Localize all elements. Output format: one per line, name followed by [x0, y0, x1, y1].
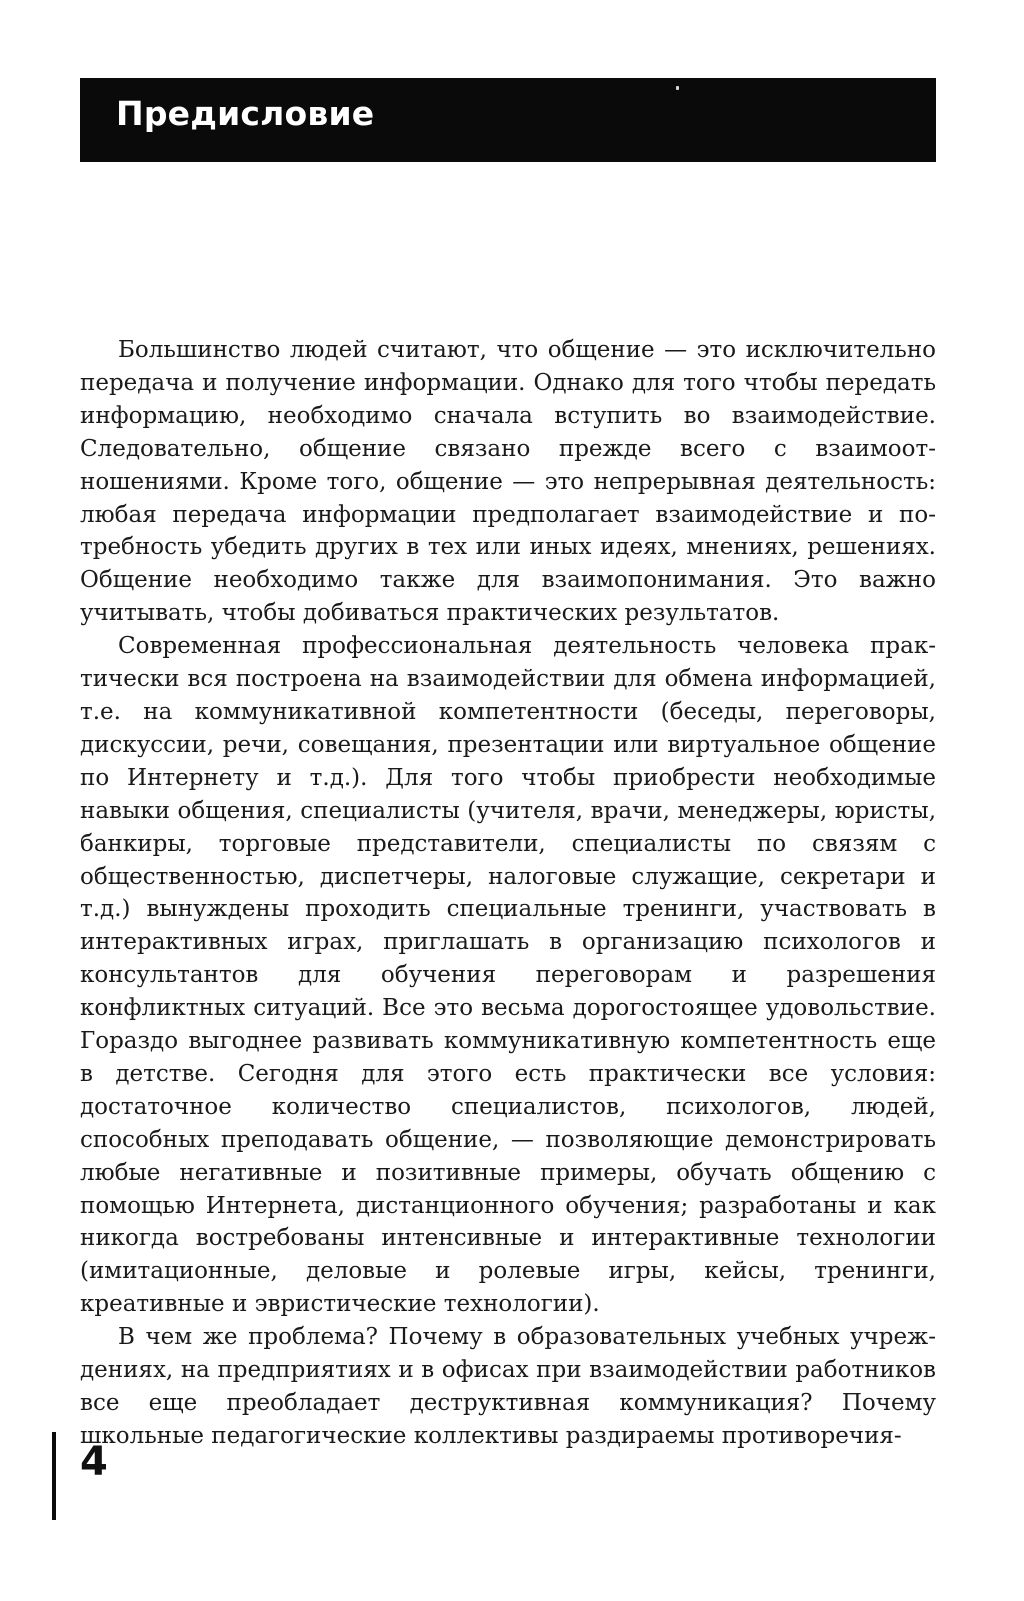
paragraph-2: Современная профессиональная деятельность человека практически вся построена на взаимодействии для обмена информацией, т.е. на коммуникативной компетентности (беседы, переговоры, дискуссии, речи, совещания, презентации или виртуальное общение по Интернету и т.д.). Для того чтобы приобрести необходимые навыки общения, специалисты (учителя, врачи, менеджеры, юристы, банкиры, торговые представители, специалисты по связям с общественностью, диспетчеры, налоговые служащие, секретари и т.д.) вынуждены проходить специальные тренинги, участвовать в интерактивных играх, приглашать в организацию психологов и консультантов для обучения переговорам и разрешения конфликтных ситуаций. Все это весьма дорогостоящее удовольствие. Гораздо выгоднее развивать коммуникативную компетентность еще в детстве. Сегодня для этого есть практически все условия: достаточное количество специалистов, психологов, людей, способных преподавать общение, — позволяющие демонстрировать любые негативные и позитивные примеры, обучать общению с помощью Интернета, дистанционного обучения; разработаны и как никогда востребованы интенсивные и интерактивные технологии (имитационные, деловые и ролевые игры, кейсы, тренинги, креативные и эвристические технологии).: [80, 633, 936, 1318]
chapter-title: Предисловие: [116, 94, 375, 133]
body-text: [80, 334, 936, 1453]
paragraph-1: Большинство людей считают, что общение — это исключительно передача и получение информации. Однако для того чтобы передать информацию, необходимо сначала вступить во взаимодействие. Следовательно, общение связано прежде всего с взаимоотношениями. Кроме того, общение — это непрерывная деятельность: любая передача информации предполагает взаимодействие и потребность убедить других в тех или иных идеях, мнениях, решениях. Общение необходимо также для взаимопонимания. Это важно учитывать, чтобы добиваться практических результатов.: [80, 337, 936, 627]
page-margin-rule: [52, 1432, 56, 1520]
paragraph-3: В чем же проблема? Почему в образовательных учебных учреждениях, на предприятиях и в офисах при взаимодействии работников все еще преобладает деструктивная коммуникация? Почему школьные педагогические коллективы раздираемы противоречия-: [80, 1324, 936, 1449]
chapter-header-bar: [80, 78, 936, 162]
page-number: 4: [80, 1439, 108, 1485]
scan-speck: [676, 86, 679, 90]
